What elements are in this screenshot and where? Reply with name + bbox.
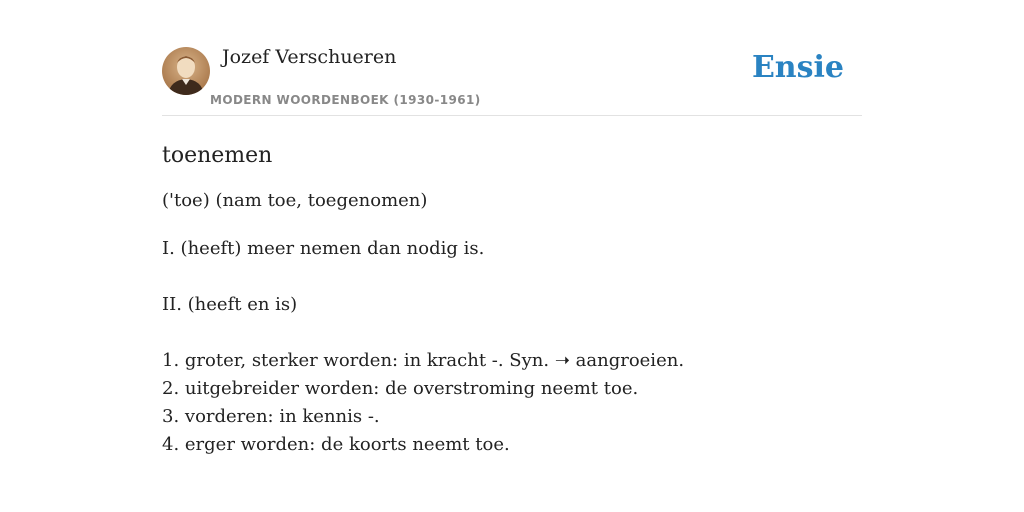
sense-item-3: 3. vorderen: in kennis -. [162,406,380,427]
sense-item-4: 4. erger worden: de koorts neemt toe. [162,434,510,455]
header [162,38,862,116]
entry-definition [162,235,862,459]
spacer [162,263,862,291]
entry-pronunciation: ('toe) (nam toe, toegenomen) [162,190,428,211]
sense-2: II. (heeft en is) [162,294,298,315]
entry-content [162,138,862,459]
sense-1: I. (heeft) meer nemen dan nodig is. [162,238,485,259]
author-portrait-icon [162,47,210,95]
sense-item-2: 2. uitgebreider worden: de overstroming neemt toe. [162,378,639,399]
spacer [162,319,862,347]
author-avatar[interactable] [162,47,210,95]
author-name[interactable]: Jozef Verschueren [222,46,397,68]
ensie-logo[interactable]: Ensie [751,50,844,85]
source-label[interactable]: MODERN WOORDENBOEK (1930-1961) [210,93,481,107]
entry-word: toenemen [162,143,273,168]
sense-item-1: 1. groter, sterker worden: in kracht -. Syn. ➝ aangroeien. [162,350,685,371]
